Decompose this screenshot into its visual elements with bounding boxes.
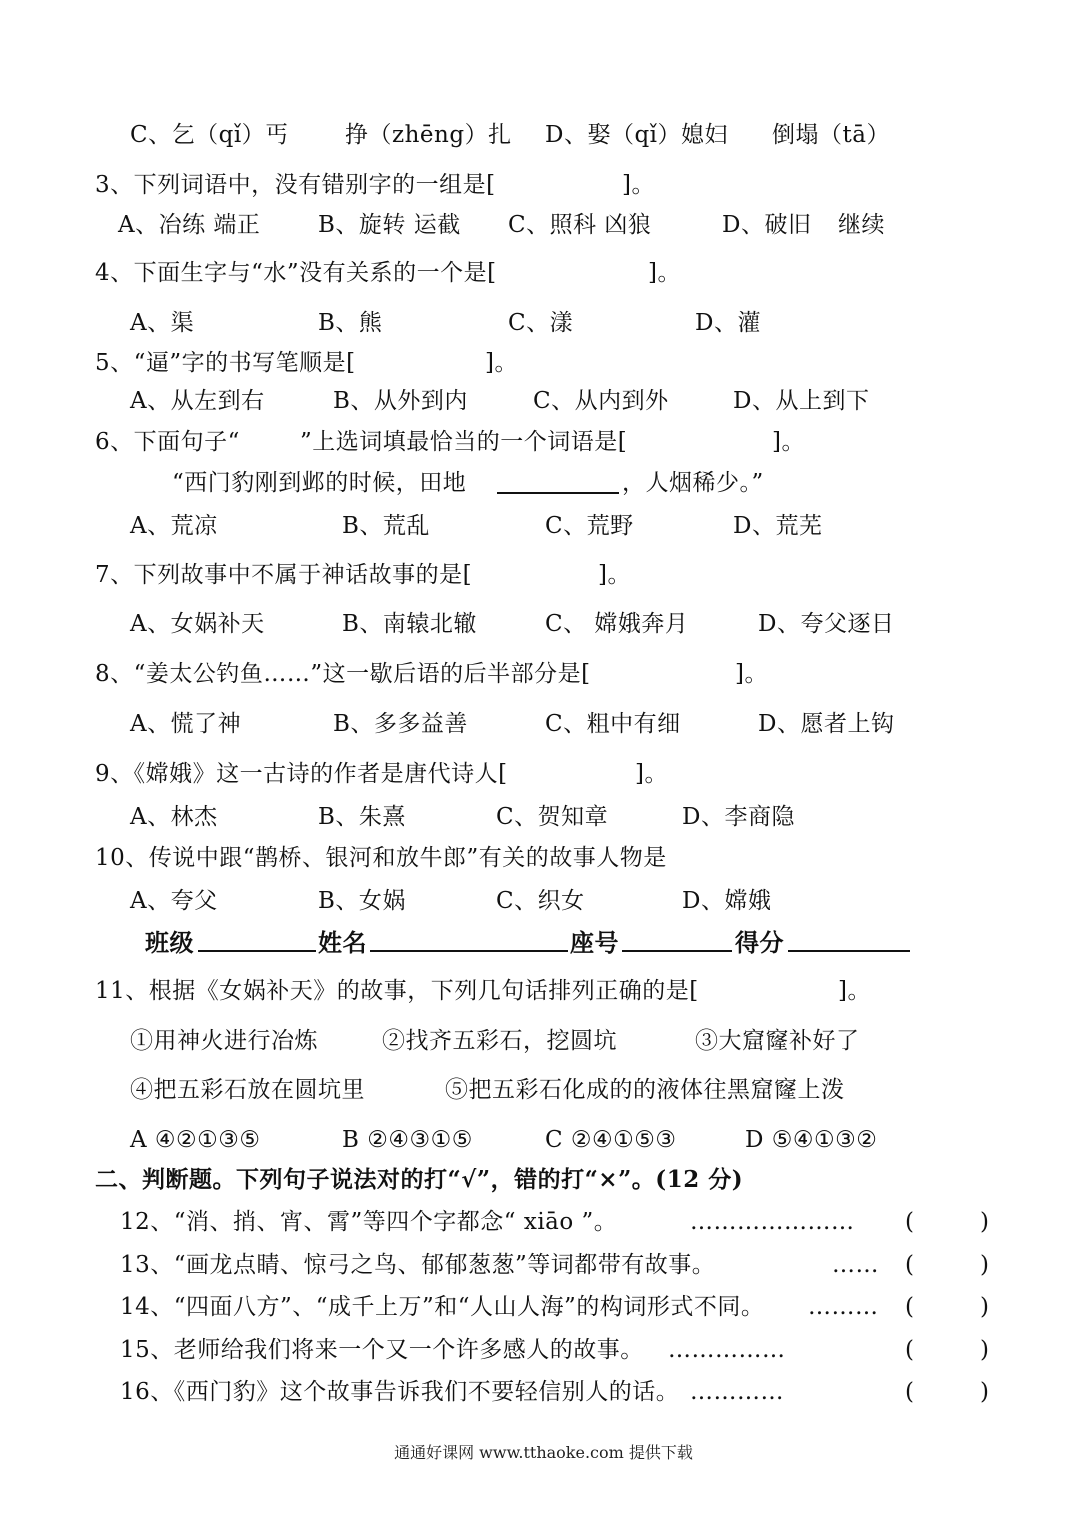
answer-paren-open[interactable]: ( bbox=[905, 1209, 915, 1235]
option-c: C、照科 凶狼 bbox=[508, 212, 652, 238]
question-stem: 10、传说中跟“鹊桥、银河和放牛郎”有关的故事人物是 bbox=[95, 845, 667, 871]
option-b: B、多多益善 bbox=[333, 711, 468, 737]
question-stem: 5、“逼”字的书写笔顺是[ bbox=[95, 350, 356, 376]
judge-leader: …… bbox=[832, 1252, 879, 1278]
question-stem: 11、根据《女娲补天》的故事，下列几句话排列正确的是[ bbox=[95, 978, 699, 1004]
answer-paren-close[interactable]: ) bbox=[980, 1252, 990, 1278]
statement-1: ①用神火进行冶炼 bbox=[130, 1028, 318, 1054]
option-d: D、从上到下 bbox=[733, 388, 870, 414]
option-c: C、乞（qǐ）丐 bbox=[130, 122, 289, 148]
question-stem-2: ”上选词填最恰当的一个词语是[ bbox=[300, 429, 628, 455]
footer-credit: 通通好课网 www.tthaoke.com 提供下载 bbox=[394, 1443, 693, 1462]
class-label: 班级 bbox=[145, 928, 194, 957]
option-c: C、粗中有细 bbox=[545, 711, 681, 737]
answer-paren-open[interactable]: ( bbox=[905, 1252, 915, 1278]
question-close: ]。 bbox=[735, 661, 768, 687]
statement-3: ③大窟窿补好了 bbox=[695, 1028, 860, 1054]
question-stem: 6、下面句子“ bbox=[95, 429, 240, 455]
question-close: ]。 bbox=[635, 761, 668, 787]
option-c: C、从内到外 bbox=[533, 388, 669, 414]
option-d: D、愿者上钩 bbox=[758, 711, 895, 737]
judge-text: 14、“四面八方”、“成千上万”和“人山人海”的构词形式不同。 bbox=[120, 1294, 765, 1320]
class-field[interactable] bbox=[198, 928, 316, 952]
judge-text: 13、“画龙点睛、惊弓之鸟、郁郁葱葱”等词都带有故事。 bbox=[120, 1252, 716, 1278]
option-a: A、林杰 bbox=[130, 804, 218, 830]
answer-paren-close[interactable]: ) bbox=[980, 1379, 990, 1405]
answer-paren-close[interactable]: ) bbox=[980, 1209, 990, 1235]
option-d: D、娶（qǐ）媳妇 bbox=[545, 122, 729, 148]
statement-4: ④把五彩石放在圆坑里 bbox=[130, 1077, 365, 1103]
question-close: ]。 bbox=[838, 978, 871, 1004]
option-d: D、夸父逐日 bbox=[758, 611, 895, 637]
option-c: C、荒野 bbox=[545, 513, 634, 539]
option-c: C ②④①⑤③ bbox=[545, 1127, 677, 1153]
option-b: B、从外到内 bbox=[333, 388, 468, 414]
question-close: ]。 bbox=[772, 429, 805, 455]
option-d: D、灌 bbox=[695, 310, 761, 336]
option-a: A、女娲补天 bbox=[130, 611, 265, 637]
question-stem: 8、“姜太公钓鱼……”这一歇后语的后半部分是[ bbox=[95, 661, 591, 687]
question-stem: 9、《嫦娥》这一古诗的作者是唐代诗人[ bbox=[95, 761, 508, 787]
answer-paren-close[interactable]: ) bbox=[980, 1337, 990, 1363]
option-d2: 继续 bbox=[838, 212, 885, 238]
question-close: ]。 bbox=[598, 562, 631, 588]
option-a: A ④②①③⑤ bbox=[130, 1127, 261, 1153]
option-d: D、李商隐 bbox=[682, 804, 795, 830]
name-label: 姓名 bbox=[318, 928, 367, 957]
option-d: D、荒芜 bbox=[733, 513, 823, 539]
option-a: A、渠 bbox=[130, 310, 195, 336]
option-b: B ②④③①⑤ bbox=[342, 1127, 473, 1153]
judge-leader: ……… bbox=[808, 1294, 879, 1320]
question-close: ]。 bbox=[648, 260, 681, 286]
quote-sentence: “西门豹刚到邺的时候，田地 bbox=[172, 470, 467, 496]
quote-sentence-2: ，人烟稀少。” bbox=[622, 470, 764, 496]
answer-paren-close[interactable]: ) bbox=[980, 1294, 990, 1320]
score-field[interactable] bbox=[788, 928, 910, 952]
statement-2: ②找齐五彩石，挖圆坑 bbox=[382, 1028, 617, 1054]
option-a: A、夸父 bbox=[130, 888, 218, 914]
judge-text: 16、《西门豹》这个故事告诉我们不要轻信别人的话。 bbox=[120, 1379, 680, 1405]
option-c: C、漾 bbox=[508, 310, 574, 336]
option-c: C、贺知章 bbox=[496, 804, 609, 830]
name-field[interactable] bbox=[370, 928, 568, 952]
question-stem: 3、下列词语中，没有错别字的一组是[ bbox=[95, 172, 496, 198]
option-b: B、荒乱 bbox=[342, 513, 430, 539]
answer-paren-open[interactable]: ( bbox=[905, 1294, 915, 1320]
option-a: A、荒凉 bbox=[130, 513, 218, 539]
option-c: C、织女 bbox=[496, 888, 585, 914]
option-d: D、破旧 bbox=[722, 212, 812, 238]
option-b: B、旋转 运截 bbox=[318, 212, 461, 238]
seat-label: 座号 bbox=[570, 928, 619, 957]
question-close: ]。 bbox=[622, 172, 655, 198]
option-b: B、女娲 bbox=[318, 888, 406, 914]
option-b: B、朱熹 bbox=[318, 804, 406, 830]
question-stem: 4、下面生字与“水”没有关系的一个是[ bbox=[95, 260, 497, 286]
option-a: A、冶练 端正 bbox=[118, 212, 261, 238]
option-d: D、嫦娥 bbox=[682, 888, 772, 914]
answer-paren-open[interactable]: ( bbox=[905, 1379, 915, 1405]
option-a: A、慌了神 bbox=[130, 711, 242, 737]
statement-5: ⑤把五彩石化成的的液体往黑窟窿上泼 bbox=[445, 1077, 845, 1103]
option-d: D ⑤④①③② bbox=[745, 1127, 878, 1153]
judge-text: 15、老师给我们将来一个又一个许多感人的故事。 bbox=[120, 1337, 644, 1363]
score-label: 得分 bbox=[735, 928, 784, 957]
judge-leader: ………… bbox=[690, 1379, 784, 1405]
blank-underline bbox=[497, 470, 619, 494]
question-stem: 7、下列故事中不属于神话故事的是[ bbox=[95, 562, 473, 588]
judge-leader: …………… bbox=[668, 1337, 786, 1363]
option-d2: 倒塌（tā） bbox=[772, 122, 890, 148]
judge-leader: ………………… bbox=[690, 1209, 855, 1235]
option-b: B、南辕北辙 bbox=[342, 611, 477, 637]
answer-paren-open[interactable]: ( bbox=[905, 1337, 915, 1363]
seat-field[interactable] bbox=[622, 928, 732, 952]
option-c: C、 嫦娥奔月 bbox=[545, 611, 689, 637]
option-a: A、从左到右 bbox=[130, 388, 265, 414]
option-c2: 挣（zhēng）扎 bbox=[345, 122, 512, 148]
question-close: ]。 bbox=[485, 350, 518, 376]
judge-text: 12、“消、捎、宵、霄”等四个字都念“ xiāo ”。 bbox=[120, 1209, 618, 1235]
section-title: 二、判断题。下列句子说法对的打“√”，错的打“×”。(12 分) bbox=[95, 1166, 744, 1193]
option-b: B、熊 bbox=[318, 310, 383, 336]
